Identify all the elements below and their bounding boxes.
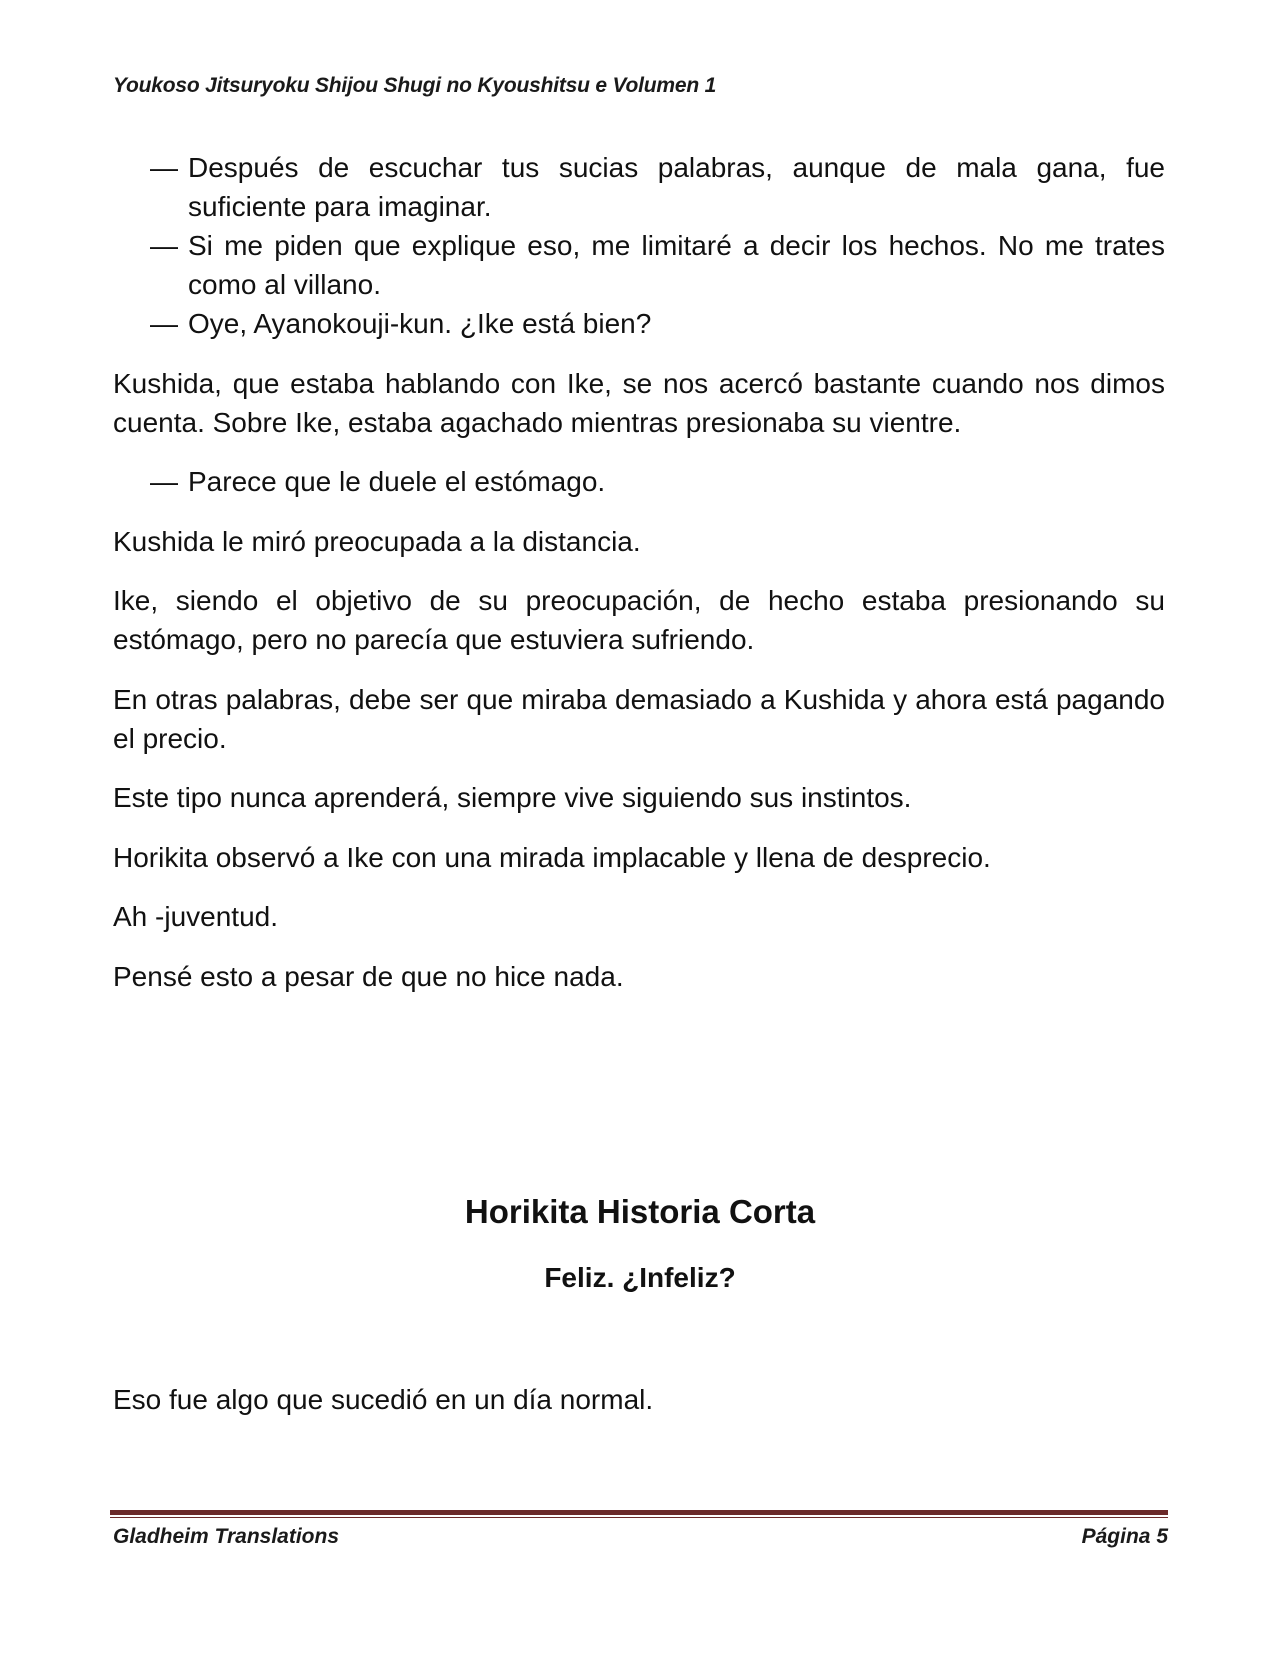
dialogue-text: Parece que le duele el estómago. — [188, 466, 606, 497]
paragraph: Kushida le miró preocupada a la distancia. — [113, 526, 641, 557]
dialogue-text: Oye, Ayanokouji-kun. ¿Ike está bien? — [188, 308, 652, 339]
em-dash: — — [150, 152, 178, 183]
footer-rule-thick — [110, 1510, 1168, 1515]
running-header: Youkoso Jitsuryoku Shijou Shugi no Kyoushitsu e Volumen 1 — [113, 74, 717, 97]
footer-rule-thin — [110, 1517, 1168, 1518]
section-title: Horikita Historia Corta — [464, 1193, 816, 1230]
em-dash: — — [150, 308, 178, 339]
dialogue-line — [150, 226, 1165, 304]
paragraph: Horikita observó a Ike con una mirada implacable y llena de desprecio. — [113, 842, 991, 873]
dialogue-line — [150, 304, 1165, 343]
paragraph: Este tipo nunca aprenderá, siempre vive siguiendo sus instintos. — [113, 782, 912, 813]
dialogue-text: Si me piden que explique eso, me limitaré a decir los hechos. No me trates como al villano. — [188, 230, 1165, 300]
paragraph: Eso fue algo que sucedió en un día normal. — [113, 1384, 654, 1415]
section-subtitle: Feliz. ¿Infeliz? — [544, 1262, 736, 1293]
paragraph: Ah -juventud. — [113, 901, 278, 932]
paragraph: En otras palabras, debe ser que miraba demasiado a Kushida y ahora está pagando el precio. — [113, 684, 1165, 754]
paragraph: Ike, siendo el objetivo de su preocupación, de hecho estaba presionando su estómago, pero no parecía que estuviera sufriendo. — [113, 585, 1165, 655]
paragraph: Kushida, que estaba hablando con Ike, se nos acercó bastante cuando nos dimos cuenta. Sobre Ike, estaba agachado mientras presionaba su vientre. — [113, 368, 1165, 438]
footer-page-number: Página 5 — [1081, 1525, 1168, 1548]
em-dash: — — [150, 466, 178, 497]
paragraph: Pensé esto a pesar de que no hice nada. — [113, 961, 624, 992]
dialogue-line — [150, 462, 1165, 501]
dialogue-text: Después de escuchar tus sucias palabras, aunque de mala gana, fue suficiente para imaginar. — [188, 152, 1165, 222]
dialogue-line — [150, 148, 1165, 226]
footer-translator: Gladheim Translations — [113, 1525, 340, 1548]
footer-rule — [110, 1510, 1168, 1518]
em-dash: — — [150, 230, 178, 261]
